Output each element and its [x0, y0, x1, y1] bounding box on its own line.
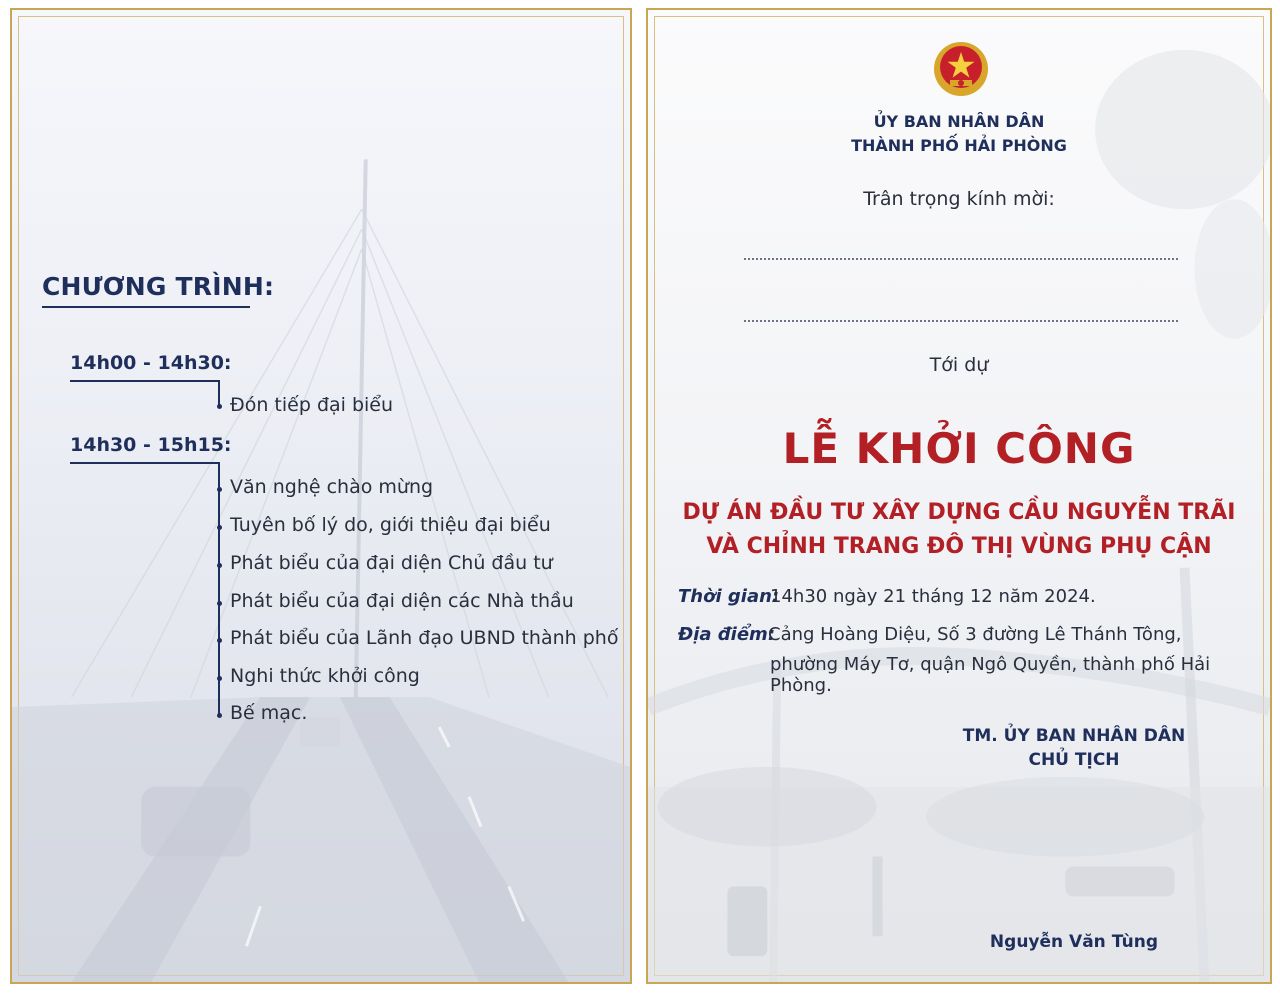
- bullet-dot: [217, 713, 222, 718]
- to-attend-label: Tới dự: [929, 354, 989, 376]
- timeline-line: [70, 462, 220, 464]
- program-item: Bế mạc.: [230, 702, 308, 724]
- program-item: Phát biểu của đại diện các Nhà thầu: [230, 590, 574, 612]
- program-item: Tuyên bố lý do, giới thiệu đại biểu: [230, 514, 551, 536]
- bullet-dot: [217, 638, 222, 643]
- org-name-line2: THÀNH PHỐ HẢI PHÒNG: [851, 136, 1067, 155]
- bullet-dot: [217, 525, 222, 530]
- bullet-dot: [217, 487, 222, 492]
- program-item: Nghi thức khởi công: [230, 665, 420, 687]
- signer-name: Nguyễn Văn Tùng: [989, 932, 1159, 952]
- timeline-line: [218, 380, 220, 407]
- session-time: 14h30 - 15h15:: [70, 434, 232, 456]
- program-title: CHƯƠNG TRÌNH:: [42, 272, 275, 301]
- signature-position: CHỦ TỊCH: [1028, 750, 1120, 770]
- event-title: LỄ KHỞI CÔNG: [782, 424, 1136, 473]
- guest-name-dotted-line: [744, 320, 1178, 322]
- bullet-dot: [217, 601, 222, 606]
- program-item: Văn nghệ chào mừng: [230, 476, 434, 498]
- bullet-dot: [217, 563, 222, 568]
- project-name-line2: VÀ CHỈNH TRANG ĐÔ THỊ VÙNG PHỤ CẬN: [706, 534, 1212, 559]
- invitation-panel: [646, 8, 1272, 984]
- program-title-underline: [42, 306, 250, 308]
- place-line1: Cảng Hoàng Diệu, Số 3 đường Lê Thánh Tông,: [768, 624, 1182, 645]
- invitation-greeting: Trân trọng kính mời:: [863, 188, 1055, 210]
- guest-name-dotted-line: [744, 258, 1178, 260]
- org-name-line1: ỦY BAN NHÂN DÂN: [873, 112, 1045, 131]
- bullet-dot: [217, 676, 222, 681]
- time-value: 14h30 ngày 21 tháng 12 năm 2024.: [770, 586, 1096, 607]
- program-item: Đón tiếp đại biểu: [230, 394, 394, 416]
- time-label: Thời gian:: [678, 586, 780, 607]
- session-time: 14h00 - 14h30:: [70, 352, 232, 374]
- national-emblem-icon: [932, 40, 990, 98]
- bullet-dot: [217, 404, 222, 409]
- program-panel: [10, 8, 632, 984]
- program-item: Phát biểu của Lãnh đạo UBND thành phố: [230, 627, 619, 649]
- timeline-line: [70, 380, 220, 382]
- signature-title: TM. ỦY BAN NHÂN DÂN: [962, 726, 1186, 746]
- project-name-line1: DỰ ÁN ĐẦU TƯ XÂY DỰNG CẦU NGUYỄN TRÃI: [682, 500, 1236, 525]
- place-line2: phường Máy Tơ, quận Ngô Quyền, thành phố Hải Phòng.: [770, 654, 1211, 696]
- program-item: Phát biểu của đại diện Chủ đầu tư: [230, 552, 553, 574]
- place-label: Địa điểm:: [678, 624, 776, 645]
- city-park-background: [648, 10, 1270, 982]
